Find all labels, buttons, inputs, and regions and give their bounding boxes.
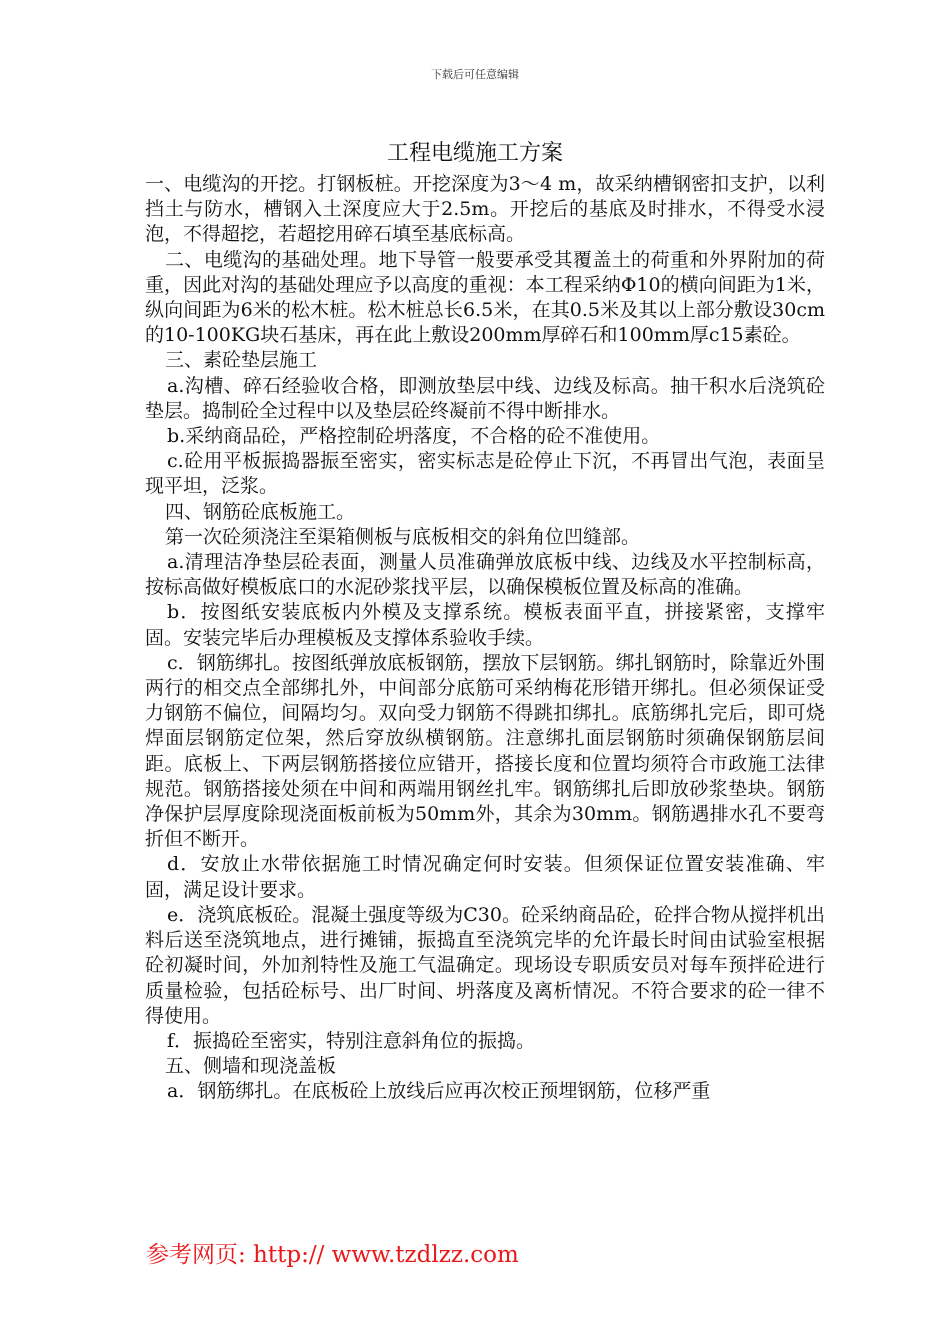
paragraph-12: d．安放止水带依据施工时情况确定何时安装。但须保证位置安装准确、牢固，满足设计要求。 bbox=[145, 853, 825, 901]
paragraph-3: 三、素砼垫层施工 bbox=[165, 349, 318, 372]
paragraph-13: e．浇筑底板砼。混凝土强度等级为C30。砼采纳商品砼，砼拌合物从搅拌机出料后送至浇筑地点，进行摊铺，振捣直至浇筑完毕的允许最长时间由试验室根据砼初凝时间，外加剂特性及施工气温确定。现场设专职质安员对每车预拌砼进行质量检验，包括砼标号、出厂时间、坍落度及离析情况。不符合要求的砼一律不得使用。 bbox=[145, 903, 825, 1027]
header-note: 下载后可任意编辑 bbox=[431, 68, 519, 81]
reference-link[interactable]: 参考网页: http:// www.tzdlzz.com bbox=[146, 1242, 519, 1268]
paragraph-8: 第一次砼须浇注至渠箱侧板与底板相交的斜角位凹缝部。 bbox=[165, 525, 641, 548]
paragraph-5: b.采纳商品砼，严格控制砼坍落度，不合格的砼不准使用。 bbox=[167, 425, 661, 448]
paragraph-6: c.砼用平板振捣器振至密实，密实标志是砼停止下沉，不再冒出气泡，表面呈现平坦，泛浆。 bbox=[145, 450, 825, 498]
document-body bbox=[145, 172, 825, 1105]
paragraph-15: 五、侧墙和现浇盖板 bbox=[165, 1055, 337, 1078]
paragraph-2: 二、电缆沟的基础处理。地下导管一般要承受其覆盖土的荷重和外界附加的荷重，因此对沟的基础处理应予以高度的重视：本工程采纳Φ10的横向间距为1米，纵向间距为6米的松木桩。松木桩总长6.5米，在其0.5米及其以上部分敷设30cm的10-100KG块石基床，再在此上敷设200mm厚碎石和100mm厚c15素砼。 bbox=[145, 248, 825, 347]
paragraph-9: a.清理洁净垫层砼表面，测量人员准确弹放底板中线、边线及水平控制标高，按标高做好模板底口的水泥砂浆找平层，以确保模板位置及标高的准确。 bbox=[145, 551, 825, 599]
paragraph-1: 一、电缆沟的开挖。打钢板桩。开挖深度为3～4 m，故采纳槽钢密扣支护，以利挡土与防水，槽钢入土深度应大于2.5m。开挖后的基底及时排水，不得受水浸泡，不得超挖，若超挖用碎石填至基底标高。 bbox=[145, 173, 825, 246]
paragraph-16: a．钢筋绑扎。在底板砼上放线后应再次校正预埋钢筋，位移严重 bbox=[167, 1080, 711, 1103]
paragraph-4: a.沟槽、碎石经验收合格，即测放垫层中线、边线及标高。抽干积水后浇筑砼垫层。捣制砼全过程中以及垫层砼终凝前不得中断排水。 bbox=[145, 374, 825, 422]
paragraph-10: b．按图纸安装底板内外模及支撑系统。模板表面平直，拼接紧密，支撑牢固。安装完毕后办理模板及支撑体系验收手续。 bbox=[145, 601, 825, 649]
paragraph-14: f．振捣砼至密实，特别注意斜角位的振捣。 bbox=[167, 1029, 536, 1052]
paragraph-7: 四、钢筋砼底板施工。 bbox=[165, 500, 356, 523]
paragraph-11: c．钢筋绑扎。按图纸弹放底板钢筋，摆放下层钢筋。绑扎钢筋时，除靠近外围两行的相交点全部绑扎外，中间部分底筋可采纳梅花形错开绑扎。但必须保证受力钢筋不偏位，间隔均匀。双向受力钢筋不得跳扣绑扎。底筋绑扎完后，即可烧焊面层钢筋定位架，然后穿放纵横钢筋。注意绑扎面层钢筋时须确保钢筋层间距。底板上、下两层钢筋搭接位应错开，搭接长度和位置均须符合市政施工法律规范。钢筋搭接处须在中间和两端用钢丝扎牢。钢筋绑扎后即放砂浆垫块。钢筋净保护层厚度除现浇面板前板为50mm外，其余为30mm。钢筋遇排水孔不要弯折但不断开。 bbox=[145, 651, 825, 851]
document-title: 工程电缆施工方案 bbox=[386, 141, 563, 166]
